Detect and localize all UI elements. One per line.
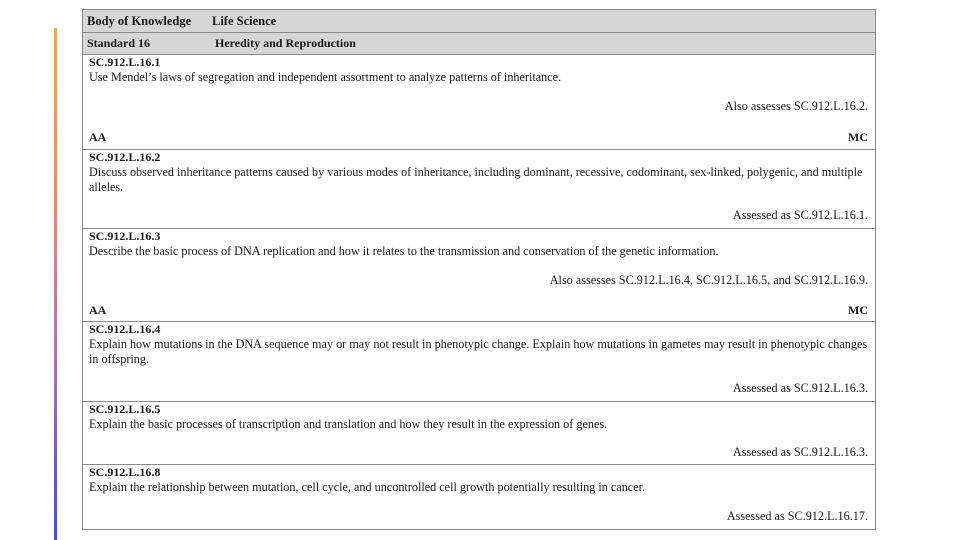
benchmark-block-16-5 bbox=[83, 402, 875, 465]
item-type-row bbox=[89, 130, 868, 145]
benchmark-code: SC.912.L.16.2 bbox=[89, 150, 161, 164]
benchmark-code: SC.912.L.16.1 bbox=[89, 55, 161, 69]
benchmark-table bbox=[82, 9, 876, 530]
assessment-note: Also assesses SC.912.L.16.4, SC.912.L.16.5, and SC.912.L.16.9. bbox=[549, 273, 868, 287]
benchmark-code: SC.912.L.16.8 bbox=[89, 465, 161, 479]
benchmark-code: SC.912.L.16.4 bbox=[89, 322, 161, 336]
mc-tag: MC bbox=[848, 130, 868, 144]
benchmark-text: Use Mendel’s laws of segregation and independent assortment to analyze patterns of inheritance. bbox=[89, 70, 562, 84]
benchmark-text: Explain how mutations in the DNA sequence may or may not result in phenotypic change. Explain how mutations in gametes may result in phenotypic changes in offspring. bbox=[89, 337, 868, 366]
benchmark-code: SC.912.L.16.5 bbox=[89, 402, 161, 416]
body-of-knowledge-label: Body of Knowledge bbox=[87, 13, 192, 28]
benchmark-text: Discuss observed inheritance patterns caused by various modes of inheritance, including dominant, recessive, codominant, sex-linked, polygenic, and multiple alleles. bbox=[89, 165, 863, 194]
standard-value: Heredity and Reproduction bbox=[215, 36, 356, 50]
benchmark-block-16-4 bbox=[83, 322, 875, 402]
body-of-knowledge-value: Life Science bbox=[212, 13, 277, 28]
assessment-note: Assessed as SC.912.L.16.17. bbox=[726, 509, 868, 523]
benchmark-text: Explain the basic processes of transcription and translation and how they result in the expression of genes. bbox=[89, 417, 608, 431]
benchmark-text: Explain the relationship between mutation, cell cycle, and uncontrolled cell growth potentially resulting in cancer. bbox=[89, 480, 646, 494]
benchmark-text: Describe the basic process of DNA replication and how it relates to the transmission and conservation of the genetic information. bbox=[89, 244, 719, 258]
assessment-note: Assessed as SC.912.L.16.3. bbox=[732, 381, 868, 395]
item-type-row bbox=[89, 303, 868, 318]
benchmark-code: SC.912.L.16.3 bbox=[89, 229, 161, 243]
mc-tag: MC bbox=[848, 303, 868, 317]
assessment-note: Assessed as SC.912.L.16.1. bbox=[732, 208, 868, 222]
slide-accent-bar bbox=[54, 28, 57, 540]
assessment-note: Assessed as SC.912.L.16.3. bbox=[732, 445, 868, 459]
aa-tag: AA bbox=[89, 303, 107, 317]
body-of-knowledge-row bbox=[83, 10, 875, 33]
benchmark-block-16-8 bbox=[83, 465, 875, 527]
standard-label: Standard 16 bbox=[87, 36, 151, 50]
standard-row bbox=[83, 33, 875, 55]
assessment-note: Also assesses SC.912.L.16.2. bbox=[724, 99, 868, 113]
aa-tag: AA bbox=[89, 130, 107, 144]
benchmark-block-16-2 bbox=[83, 150, 875, 229]
benchmark-block-16-1 bbox=[83, 55, 875, 150]
benchmark-block-16-3 bbox=[83, 229, 875, 322]
